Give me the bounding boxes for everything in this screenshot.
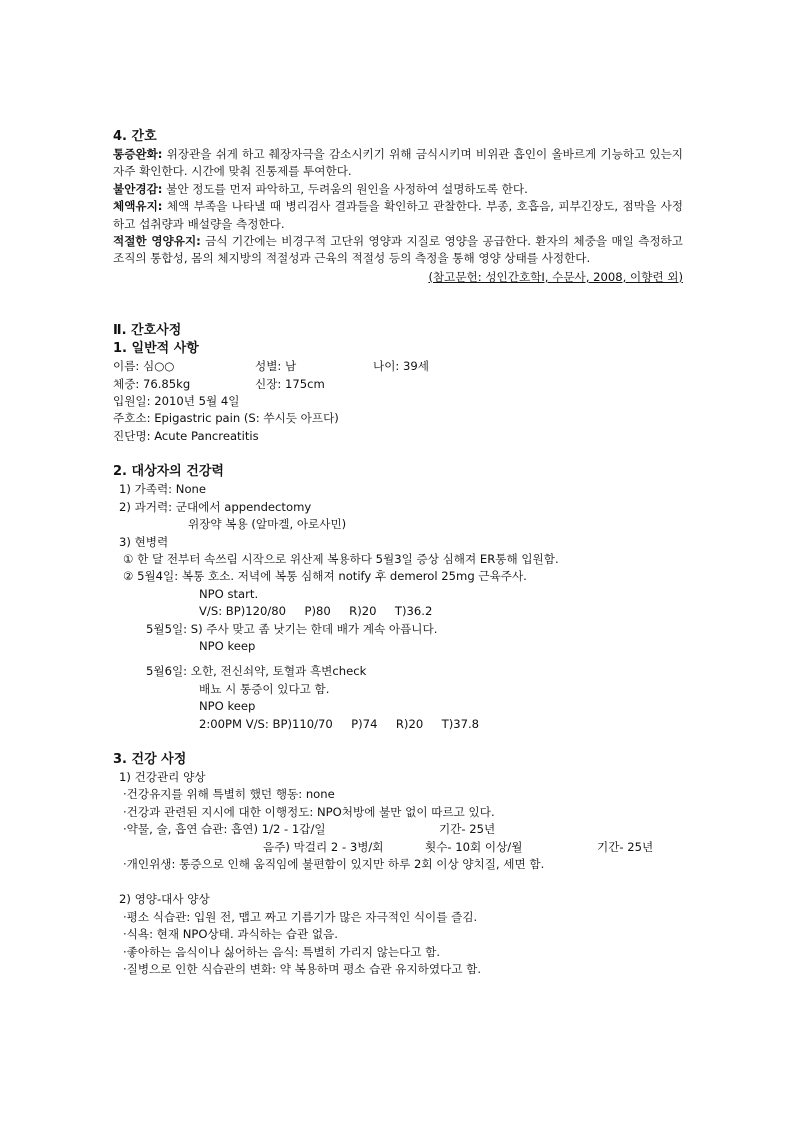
present-illness-item2 [113,568,683,585]
may5-entry: 5월5일: S) 주사 맞고 좀 낫기는 한데 배가 계속 아픕니다. [146,621,438,636]
may6-pain: 배뇨 시 통증이 있다고 함. [199,681,330,696]
nursing-item-label: 통증완화: [113,147,163,161]
may5-npo: NPO keep [199,638,256,653]
past-history: 2) 과거력: 군대에서 appendectomy [119,499,312,514]
may6-npo: NPO keep [199,699,256,714]
item-number: ① [123,551,134,566]
nutrition-heading: 2) 영양-대사 양상 [119,892,210,907]
diagnosis: 진단명: Acute Pancreatitis [113,428,259,443]
nursing-item-text: 금식 기간에는 비경구적 고단위 영양과 지질로 영양을 공급한다. 환자의 체중을 매일 측정하고 조직의 통합성, 몸의 체지방의 적절성과 근육의 적절성 등의 측정을 통해 영양 상태를 사정한다. [113,234,683,266]
nursing-item-nutrition [113,233,683,268]
nursing-heading: 4. 간호 [113,129,157,144]
reference-citation: (참고문헌: 성인간호학Ⅰ, 수문사, 2008, 이향련 외) [428,269,683,284]
health-management-item: ·건강유지를 위해 특별히 했던 행동: none [123,787,335,802]
nursing-item-fluid [113,198,683,233]
patient-weight: 체중: 76.85kg [113,376,191,391]
nutrition-item: ·질병으로 인한 식습관의 변화: 약 복용하며 평소 습관 유지하였다고 함. [123,962,482,977]
document-page [113,128,683,978]
nutrition-item: ·평소 식습관: 입원 전, 맵고 짜고 기름기가 많은 자극적인 식이를 즐김. [123,909,478,924]
may6-vital-signs: 2:00PM V/S: BP)110/70 P)74 R)20 T)37.8 [199,716,480,731]
family-history: 1) 가족력: None [119,482,207,497]
item-text: 5월4일: 복통 호소. 저녁에 복통 심해져 notify 후 demerol 25mg 근육주사. [133,569,527,584]
general-info-row1 [113,358,683,375]
patient-name: 이름: 심○○ [113,359,175,374]
present-illness-item1 [113,551,683,568]
assessment-heading: Ⅱ. 간호사정 [113,323,182,339]
habits-drinking [113,839,683,856]
nursing-item-pain [113,146,683,181]
nursing-item-text: 위장관을 쉬게 하고 췌장자극을 감소시키기 위해 금식시키며 비위관 흡인이 올바르게 기능하고 있는지 자주 확인한다. 시간에 맞춰 진통제를 투여한다. [113,147,683,179]
patient-sex: 성별: 남 [255,359,297,374]
smoking-amount: ·약물, 술, 흡연 습관: 흡연) 1/2 - 1갑/일 [123,822,326,837]
drinking-period: 기간- 25년 [597,839,654,854]
patient-height: 신장: 175cm [255,376,325,391]
may6-entry: 5월6일: 오한, 전신쇠약, 토혈과 흑변check [146,664,367,679]
nutrition-item: ·식욕: 현재 NPO상태. 과식하는 습관 없음. [123,927,338,942]
drinking-amount: 음주) 막걸리 2 - 3병/회 [263,839,384,854]
item-text: 한 달 전부터 속쓰림 시작으로 위산제 복용하다 5월3일 증상 심해져 ER통해 입원함. [133,551,559,566]
present-illness-heading: 3) 현병력 [119,534,169,549]
health-assessment-heading: 3. 건강 사정 [113,751,187,767]
nursing-item-text: 체액 부족을 나타낼 때 병리검사 결과들을 확인하고 관찰한다. 부종, 호흡음, 피부긴장도, 점막을 사정하고 섭취량과 배설량을 측정한다. [113,199,683,231]
health-management-heading: 1) 건강관리 양상 [119,769,206,784]
may4-vital-signs: V/S: BP)120/80 P)80 R)20 T)36.2 [199,604,433,619]
past-history-medication: 위장약 복용 (알마겔, 아로사민) [188,517,347,532]
nursing-item-text: 불안 정도를 먼저 파악하고, 두려움의 원인을 사정하여 설명하도록 한다. [162,181,528,196]
drinking-frequency: 횟수- 10회 이상/월 [425,839,523,854]
health-history-heading: 2. 대상자의 건강력 [113,464,224,480]
smoking-period: 기간- 25년 [439,822,496,837]
general-info-heading: 1. 일반적 사항 [113,341,199,357]
nursing-item-label: 불안경감: [113,181,163,196]
may4-npo: NPO start. [199,586,259,601]
nursing-item-label: 체액유지: [113,199,163,214]
health-management-item: ·건강과 관련된 지시에 대한 이행정도: NPO처방에 불만 없이 따르고 있다. [123,804,495,819]
nutrition-item: ·좋아하는 음식이나 싫어하는 음식: 특별히 가리지 않는다고 함. [123,944,441,959]
personal-hygiene: ·개인위생: 통증으로 인해 움직임에 불편함이 있지만 하루 2회 이상 양치질, 세면 함. [123,857,545,871]
item-number: ② [123,569,134,584]
nursing-item-label: 적절한 영양유지: [113,234,201,249]
general-info-row2 [113,376,683,393]
chief-complaint: 주호소: Epigastric pain (S: 쑤시듯 아프다) [113,411,339,426]
patient-age: 나이: 39세 [373,359,429,374]
admission-date: 입원일: 2010년 5월 4일 [113,394,240,409]
nursing-item-anxiety [113,181,683,198]
habits-smoking [113,821,683,838]
